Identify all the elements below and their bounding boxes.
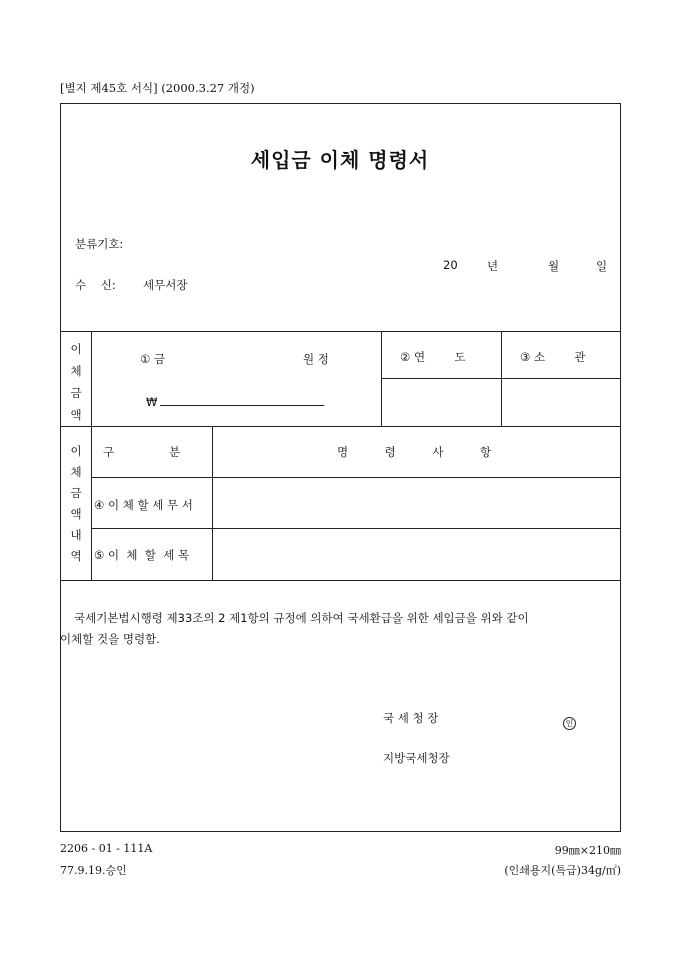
seal-mark: 인	[563, 711, 576, 730]
regional-commissioner-label: 지방국세청장	[383, 751, 450, 765]
divider	[60, 426, 621, 427]
col-category: 구 분	[103, 445, 181, 459]
divider	[91, 477, 621, 478]
details-side-label: 이 체 금 액 내 역	[70, 444, 82, 563]
divider	[381, 331, 382, 426]
date-year: 년	[487, 259, 499, 273]
date-month: 월	[548, 259, 560, 273]
col-order: 명 령 사 항	[337, 445, 492, 459]
approval-date: 77.9.19.승인	[60, 864, 127, 877]
won-label: 원 정	[303, 352, 329, 366]
statement-line-2: 이체할 것을 명령함.	[60, 632, 160, 646]
divider	[60, 331, 621, 332]
page-title: 세입금 이체 명령서	[250, 148, 430, 172]
divider	[91, 528, 621, 529]
form-label: [별지 제45호 서식] (2000.3.27 개정)	[60, 81, 255, 95]
form-frame	[60, 103, 621, 832]
divider	[212, 426, 213, 580]
year-label: ② 연 도	[400, 350, 466, 364]
paper-dimensions: 99㎜×210㎜	[554, 844, 621, 857]
divider	[60, 580, 621, 581]
paper-spec: (인쇄용지(특급)34g/㎡)	[504, 864, 621, 877]
divider	[91, 331, 92, 580]
row-tax-item: ⑤ 이 체 할 세 목	[94, 548, 190, 562]
statement-line-1: 국세기본법시행령 제33조의 2 제1항의 규정에 의하여 국세환급을 위한 세입금을 위와 같이	[74, 611, 529, 625]
date-year-prefix: 20	[443, 258, 458, 272]
jurisdiction-label: ③ 소 관	[520, 350, 586, 364]
amount-underline	[160, 405, 324, 406]
recipient-label: 수 신:	[75, 278, 116, 292]
currency-symbol: ₩	[146, 395, 158, 409]
form-code: 2206 - 01 - 111A	[60, 842, 153, 855]
row-tax-office: ④ 이 체 할 세 무 서	[94, 498, 193, 512]
amount-side-label: 이 체 금 액	[70, 342, 82, 422]
classification-label: 분류기호:	[75, 237, 124, 251]
date-day: 일	[596, 259, 608, 273]
amount-label: ① 금	[140, 352, 166, 366]
commissioner-label: 국 세 청 장	[383, 711, 439, 725]
divider	[501, 331, 502, 426]
recipient-value: 세무서장	[143, 278, 188, 292]
